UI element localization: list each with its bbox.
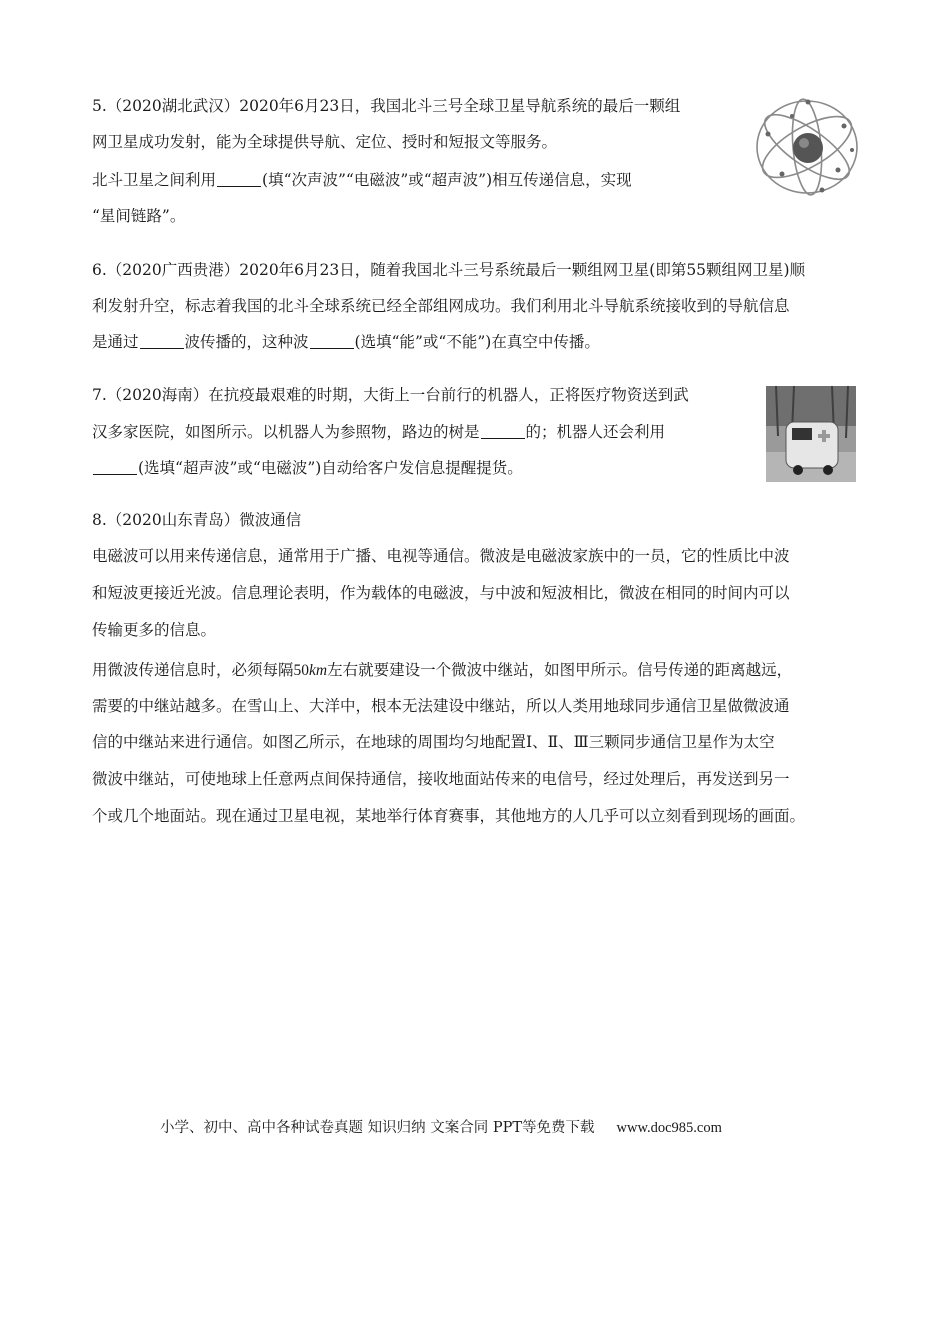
q6-text: 波传播的，这种波 — [184, 333, 309, 351]
q8-title: 8.（2020山东青岛）微波通信 — [92, 511, 302, 529]
q6-text: (选填“能”或“不能”)在真空中传播。 — [354, 333, 600, 351]
q7-text: 的；机器人还会利用 — [525, 423, 666, 441]
q6-line-2: 利发射升空，标志着我国的北斗全球系统已经全部组网成功。我们利用北斗导航系统接收到的导航信息 — [92, 297, 790, 315]
answer-blank — [481, 424, 525, 439]
q6-line-3 — [92, 332, 600, 352]
q7-line-1: 7.（2020海南）在抗疫最艰难的时期，大街上一台前行的机器人，正将医疗物资送到武 — [92, 386, 689, 404]
q8-paragraph-2-line: 需要的中继站越多。在雪山上、大洋中，根本无法建设中继站，所以人类用地球同步通信卫星做微波通 — [92, 697, 790, 715]
delivery-robot-photo — [766, 386, 856, 482]
q8-paragraph-1-line: 传输更多的信息。 — [92, 621, 217, 639]
q6-text: 是通过 — [92, 333, 139, 351]
q7-text: 汉多家医院，如图所示。以机器人为参照物，路边的树是 — [92, 423, 480, 441]
q5-line-3 — [92, 170, 632, 190]
footer-text: 小学、初中、高中各种试卷真题 知识归纳 文案合同 PPT等免费下载 — [160, 1120, 595, 1136]
q8-text: 用微波传递信息时，必须每隔 — [92, 661, 294, 679]
answer-blank — [310, 334, 354, 349]
q7-line-3 — [92, 458, 523, 478]
q5-line-2: 网卫星成功发射，能为全球提供导航、定位、授时和短报文等服务。 — [92, 133, 558, 151]
q6-line-1: 6.（2020广西贵港）2020年6月23日，随着我国北斗三号系统最后一颗组网卫星(即第55颗组网卫星)顺 — [92, 261, 806, 279]
answer-blank — [217, 172, 261, 187]
distance-value: 50 — [293, 662, 310, 679]
q5-text: (填“次声波”“电磁波”或“超声波”)相互传递信息，实现 — [262, 171, 632, 189]
footer-url: www.doc985.com — [616, 1120, 722, 1136]
q8-paragraph-2-line: 微波中继站，可使地球上任意两点间保持通信，接收地面站传来的电信号，经过处理后，再发送到另一 — [92, 770, 790, 788]
q5-line-1: 5.（2020湖北武汉）2020年6月23日，我国北斗三号全球卫星导航系统的最后一颗组 — [92, 97, 681, 115]
satellite-orbit-figure — [752, 96, 862, 198]
q8-paragraph-2-line: 信的中继站来进行通信。如图乙所示，在地球的周围均匀地配置Ⅰ、Ⅱ、Ⅲ三颗同步通信卫星作为太空 — [92, 733, 775, 751]
q8-paragraph-2-line — [92, 660, 792, 681]
q5-line-4: “星间链路”。 — [92, 207, 186, 225]
q8-paragraph-2-line: 个或几个地面站。现在通过卫星电视，某地举行体育赛事，其他地方的人几乎可以立刻看到现场的画面。 — [92, 807, 806, 825]
q8-paragraph-1-line: 和短波更接近光波。信息理论表明，作为载体的电磁波，与中波和短波相比，微波在相同的时间内可以 — [92, 584, 790, 602]
q7-line-2 — [92, 422, 665, 442]
q7-text: (选填“超声波”或“电磁波”)自动给客户发信息提醒提货。 — [138, 459, 523, 477]
page-footer — [160, 1116, 722, 1137]
q8-text: 左右就要建设一个微波中继站，如图甲所示。信号传递的距离越远， — [327, 661, 793, 679]
distance-unit: km — [309, 662, 328, 679]
answer-blank — [140, 334, 184, 349]
q8-paragraph-1-line: 电磁波可以用来传递信息，通常用于广播、电视等通信。微波是电磁波家族中的一员，它的性质比中波 — [92, 547, 790, 565]
q5-text: 北斗卫星之间利用 — [92, 171, 217, 189]
answer-blank — [93, 460, 137, 475]
